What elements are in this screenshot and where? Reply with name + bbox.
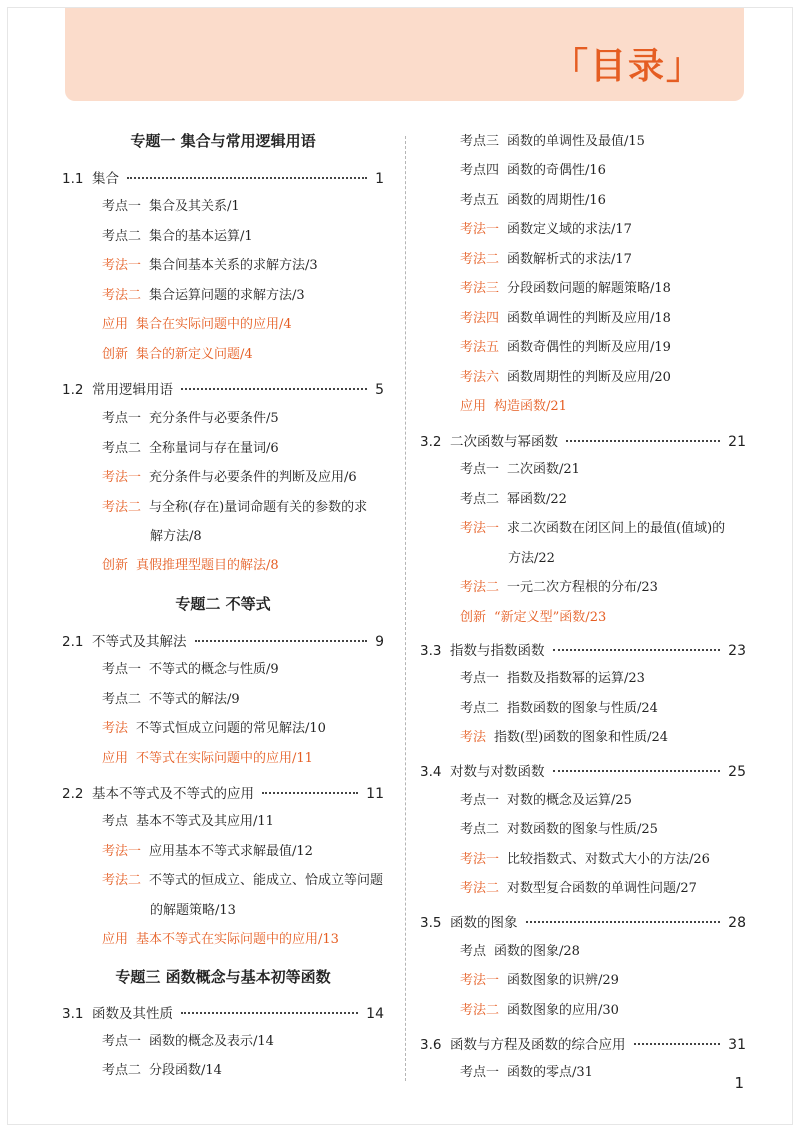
leader-dots: [262, 791, 358, 794]
toc-section-2-1[interactable]: [62, 630, 384, 650]
toc-section-3-6[interactable]: [420, 1033, 746, 1053]
item-label: 考法一: [102, 844, 142, 859]
item-text: 集合及其关系/1: [149, 199, 240, 214]
item-label: 考点一: [460, 1065, 500, 1080]
item-label: 考法四: [460, 311, 500, 326]
toc-item[interactable]: [62, 554, 384, 573]
toc-section-1-2[interactable]: [62, 378, 384, 398]
section-page: 1: [375, 171, 384, 187]
toc-item-continued: 的解题策略/13: [150, 903, 236, 918]
item-text: 全称量词与存在量词/6: [149, 441, 279, 456]
toc-item[interactable]: [62, 225, 384, 244]
section-number: 1.2: [62, 382, 84, 398]
toc-item[interactable]: [420, 159, 746, 178]
page-title: 「目录」: [551, 46, 704, 87]
item-label: 考法二: [102, 288, 142, 303]
section-number: 3.2: [420, 434, 442, 450]
item-text: 集合间基本关系的求解方法/3: [149, 258, 318, 273]
toc-item[interactable]: [420, 697, 746, 716]
toc-section-1-1[interactable]: [62, 167, 384, 187]
item-text: 分段函数问题的解题策略/18: [507, 281, 671, 296]
item-text: 充分条件与必要条件的判断及应用/6: [149, 470, 357, 485]
item-label: 考点二: [102, 229, 142, 244]
item-label: 考法一: [102, 470, 142, 485]
toc-item[interactable]: [62, 195, 384, 214]
item-text: 函数的单调性及最值/15: [507, 134, 645, 149]
item-label: 考法二: [460, 252, 500, 267]
item-text: 函数的周期性/16: [507, 193, 606, 208]
section-page: 25: [728, 764, 746, 780]
item-label: 考法一: [460, 521, 500, 536]
section-title: 函数及其性质: [92, 1006, 173, 1022]
item-text: 对数的概念及运算/25: [507, 793, 632, 808]
item-label: 考法一: [460, 852, 500, 867]
item-label: 应用: [102, 751, 129, 766]
toc-item[interactable]: [62, 869, 384, 888]
page-number: 1: [734, 1074, 744, 1092]
item-text: 对数型复合函数的单调性问题/27: [507, 881, 697, 896]
leader-dots: [553, 769, 721, 772]
toc-item[interactable]: [62, 254, 384, 273]
section-title: 不等式及其解法: [92, 634, 187, 650]
toc-item[interactable]: [62, 1030, 384, 1049]
leader-dots: [181, 1011, 358, 1014]
toc-item[interactable]: [62, 284, 384, 303]
item-text: 不等式恒成立问题的常见解法/10: [136, 721, 326, 736]
section-number: 3.5: [420, 915, 442, 931]
toc-section-3-1[interactable]: [62, 1002, 384, 1022]
item-text: 一元二次方程根的分布/23: [507, 580, 658, 595]
toc-item[interactable]: [420, 458, 746, 477]
item-text: 基本不等式及其应用/11: [136, 814, 274, 829]
section-page: 21: [728, 434, 746, 450]
toc-item[interactable]: [62, 1059, 384, 1078]
toc-item[interactable]: [420, 606, 746, 625]
toc-item[interactable]: [420, 366, 746, 385]
item-label: 应用: [102, 932, 129, 947]
toc-item[interactable]: [62, 810, 384, 829]
item-label: 考点: [102, 814, 129, 829]
toc-item[interactable]: [420, 248, 746, 267]
item-label: 考点二: [460, 492, 500, 507]
leader-dots: [566, 439, 720, 442]
item-text: 不等式的解法/9: [149, 692, 240, 707]
leader-dots: [181, 387, 367, 390]
item-text: 函数图象的识辨/29: [507, 973, 619, 988]
item-label: 考法二: [102, 500, 142, 515]
toc-item[interactable]: [420, 130, 746, 149]
item-text: 指数(型)函数的图象和性质/24: [494, 730, 669, 745]
item-label: 考点四: [460, 163, 500, 178]
toc-item[interactable]: [420, 277, 746, 296]
toc-item[interactable]: [62, 343, 384, 362]
toc-item-continued: 解方法/8: [150, 529, 202, 544]
item-label: 考法六: [460, 370, 500, 385]
toc-item[interactable]: [62, 407, 384, 426]
item-label: 考点一: [102, 1034, 142, 1049]
section-title: 函数与方程及函数的综合应用: [450, 1037, 626, 1053]
toc-item[interactable]: [62, 437, 384, 456]
section-number: 2.1: [62, 634, 84, 650]
toc-item[interactable]: [420, 189, 746, 208]
section-page: 5: [375, 382, 384, 398]
section-title: 二次函数与幂函数: [450, 434, 558, 450]
item-label: 创新: [102, 347, 129, 362]
section-number: 3.1: [62, 1006, 84, 1022]
section-number: 3.3: [420, 643, 442, 659]
item-label: 考法一: [102, 258, 142, 273]
item-text: 函数周期性的判断及应用/20: [507, 370, 671, 385]
item-text: 分段函数/14: [149, 1063, 222, 1078]
item-text: 指数函数的图象与性质/24: [507, 701, 658, 716]
item-text: 充分条件与必要条件/5: [149, 411, 279, 426]
toc-item[interactable]: [420, 395, 746, 414]
item-text: 集合运算问题的求解方法/3: [149, 288, 305, 303]
item-label: 创新: [460, 610, 487, 625]
toc-item[interactable]: [420, 576, 746, 595]
leader-dots: [526, 920, 721, 923]
leader-dots: [634, 1042, 721, 1045]
item-label: 考法二: [460, 881, 500, 896]
topic-heading: 专题一 集合与常用逻辑用语: [130, 132, 316, 150]
item-text: 求二次函数在闭区间上的最值(值域)的: [507, 521, 726, 536]
item-text: 应用基本不等式求解最值/12: [149, 844, 313, 859]
item-label: 考点一: [460, 462, 500, 477]
toc-item[interactable]: [420, 307, 746, 326]
item-label: 考法: [102, 721, 129, 736]
section-title: 集合: [92, 171, 119, 187]
item-text: 集合在实际问题中的应用/4: [136, 317, 292, 332]
toc-item[interactable]: [420, 848, 746, 867]
topic-heading: 专题三 函数概念与基本初等函数: [115, 968, 331, 986]
item-text: 构造函数/21: [494, 399, 567, 414]
section-number: 3.4: [420, 764, 442, 780]
toc-item[interactable]: [420, 818, 746, 837]
toc-item[interactable]: [420, 488, 746, 507]
leader-dots: [195, 639, 368, 642]
toc-item[interactable]: [62, 928, 384, 947]
item-text: 对数函数的图象与性质/25: [507, 822, 658, 837]
header-banner: [65, 8, 744, 101]
toc-item[interactable]: [420, 969, 746, 988]
item-text: 函数单调性的判断及应用/18: [507, 311, 671, 326]
item-text: 函数图象的应用/30: [507, 1003, 619, 1018]
toc-item[interactable]: [420, 218, 746, 237]
item-text: 函数奇偶性的判断及应用/19: [507, 340, 671, 355]
leader-dots: [127, 176, 367, 179]
item-label: 考法五: [460, 340, 500, 355]
item-text: 真假推理型题目的解法/8: [136, 558, 279, 573]
item-text: 指数及指数幂的运算/23: [507, 671, 645, 686]
toc-item[interactable]: [420, 726, 746, 745]
toc-item[interactable]: [62, 747, 384, 766]
item-label: 考法一: [460, 222, 500, 237]
item-label: 创新: [102, 558, 129, 573]
item-text: 不等式的恒成立、能成立、恰成立等问题: [149, 873, 384, 888]
item-label: 考法二: [460, 1003, 500, 1018]
item-text: 比较指数式、对数式大小的方法/26: [507, 852, 710, 867]
toc-item[interactable]: [420, 940, 746, 959]
item-label: 考点一: [460, 793, 500, 808]
toc-item[interactable]: [420, 789, 746, 808]
column-divider: [405, 136, 406, 1081]
toc-item[interactable]: [420, 877, 746, 896]
item-label: 考点一: [102, 662, 142, 677]
toc-page: [8, 8, 792, 1124]
toc-item[interactable]: [62, 658, 384, 677]
item-label: 考点五: [460, 193, 500, 208]
item-text: 不等式在实际问题中的应用/11: [136, 751, 313, 766]
toc-section-3-2[interactable]: [420, 430, 746, 450]
item-text: 基本不等式在实际问题中的应用/13: [136, 932, 339, 947]
toc-item[interactable]: [420, 1061, 746, 1080]
toc-item[interactable]: [62, 466, 384, 485]
item-label: 考点一: [460, 671, 500, 686]
section-page: 31: [728, 1037, 746, 1053]
item-text: 函数的零点/31: [507, 1065, 593, 1080]
item-text: 函数定义域的求法/17: [507, 222, 632, 237]
item-label: 考点三: [460, 134, 500, 149]
item-text: 不等式的概念与性质/9: [149, 662, 279, 677]
item-label: 考法三: [460, 281, 500, 296]
item-text: “新定义型”函数/23: [494, 610, 607, 625]
toc-item[interactable]: [420, 336, 746, 355]
toc-item[interactable]: [62, 313, 384, 332]
item-text: 集合的基本运算/1: [149, 229, 253, 244]
item-text: 函数的概念及表示/14: [149, 1034, 274, 1049]
toc-item[interactable]: [62, 840, 384, 859]
item-text: 函数解析式的求法/17: [507, 252, 632, 267]
section-title: 常用逻辑用语: [92, 382, 173, 398]
toc-item-continued: 方法/22: [508, 551, 555, 566]
item-label: 考法一: [460, 973, 500, 988]
item-label: 考法二: [102, 873, 142, 888]
section-number: 2.2: [62, 786, 84, 802]
section-page: 9: [375, 634, 384, 650]
item-label: 考点二: [102, 441, 142, 456]
item-label: 考点二: [460, 822, 500, 837]
item-text: 与全称(存在)量词命题有关的参数的求: [149, 500, 368, 515]
toc-section-3-3[interactable]: [420, 639, 746, 659]
section-page: 23: [728, 643, 746, 659]
toc-item[interactable]: [420, 667, 746, 686]
toc-section-3-4[interactable]: [420, 760, 746, 780]
toc-section-2-2[interactable]: [62, 782, 384, 802]
section-number: 3.6: [420, 1037, 442, 1053]
toc-item[interactable]: [62, 496, 384, 515]
item-text: 集合的新定义问题/4: [136, 347, 253, 362]
toc-section-3-5[interactable]: [420, 911, 746, 931]
toc-item[interactable]: [62, 717, 384, 736]
item-label: 应用: [460, 399, 487, 414]
toc-item[interactable]: [420, 999, 746, 1018]
item-label: 考点二: [102, 1063, 142, 1078]
toc-item[interactable]: [62, 688, 384, 707]
item-label: 考点一: [102, 411, 142, 426]
section-page: 11: [366, 786, 384, 802]
item-text: 函数的奇偶性/16: [507, 163, 606, 178]
section-title: 函数的图象: [450, 915, 518, 931]
item-label: 考点: [460, 944, 487, 959]
leader-dots: [553, 648, 721, 651]
section-title: 基本不等式及不等式的应用: [92, 786, 254, 802]
section-title: 对数与对数函数: [450, 764, 545, 780]
section-title: 指数与指数函数: [450, 643, 545, 659]
section-page: 14: [366, 1006, 384, 1022]
item-label: 考法: [460, 730, 487, 745]
section-page: 28: [728, 915, 746, 931]
item-label: 考点一: [102, 199, 142, 214]
item-label: 应用: [102, 317, 129, 332]
topic-heading: 专题二 不等式: [175, 595, 271, 613]
item-label: 考法二: [460, 580, 500, 595]
item-label: 考点二: [102, 692, 142, 707]
section-number: 1.1: [62, 171, 84, 187]
item-text: 二次函数/21: [507, 462, 580, 477]
item-label: 考点二: [460, 701, 500, 716]
item-text: 幂函数/22: [507, 492, 567, 507]
toc-item[interactable]: [420, 517, 746, 536]
item-text: 函数的图象/28: [494, 944, 580, 959]
